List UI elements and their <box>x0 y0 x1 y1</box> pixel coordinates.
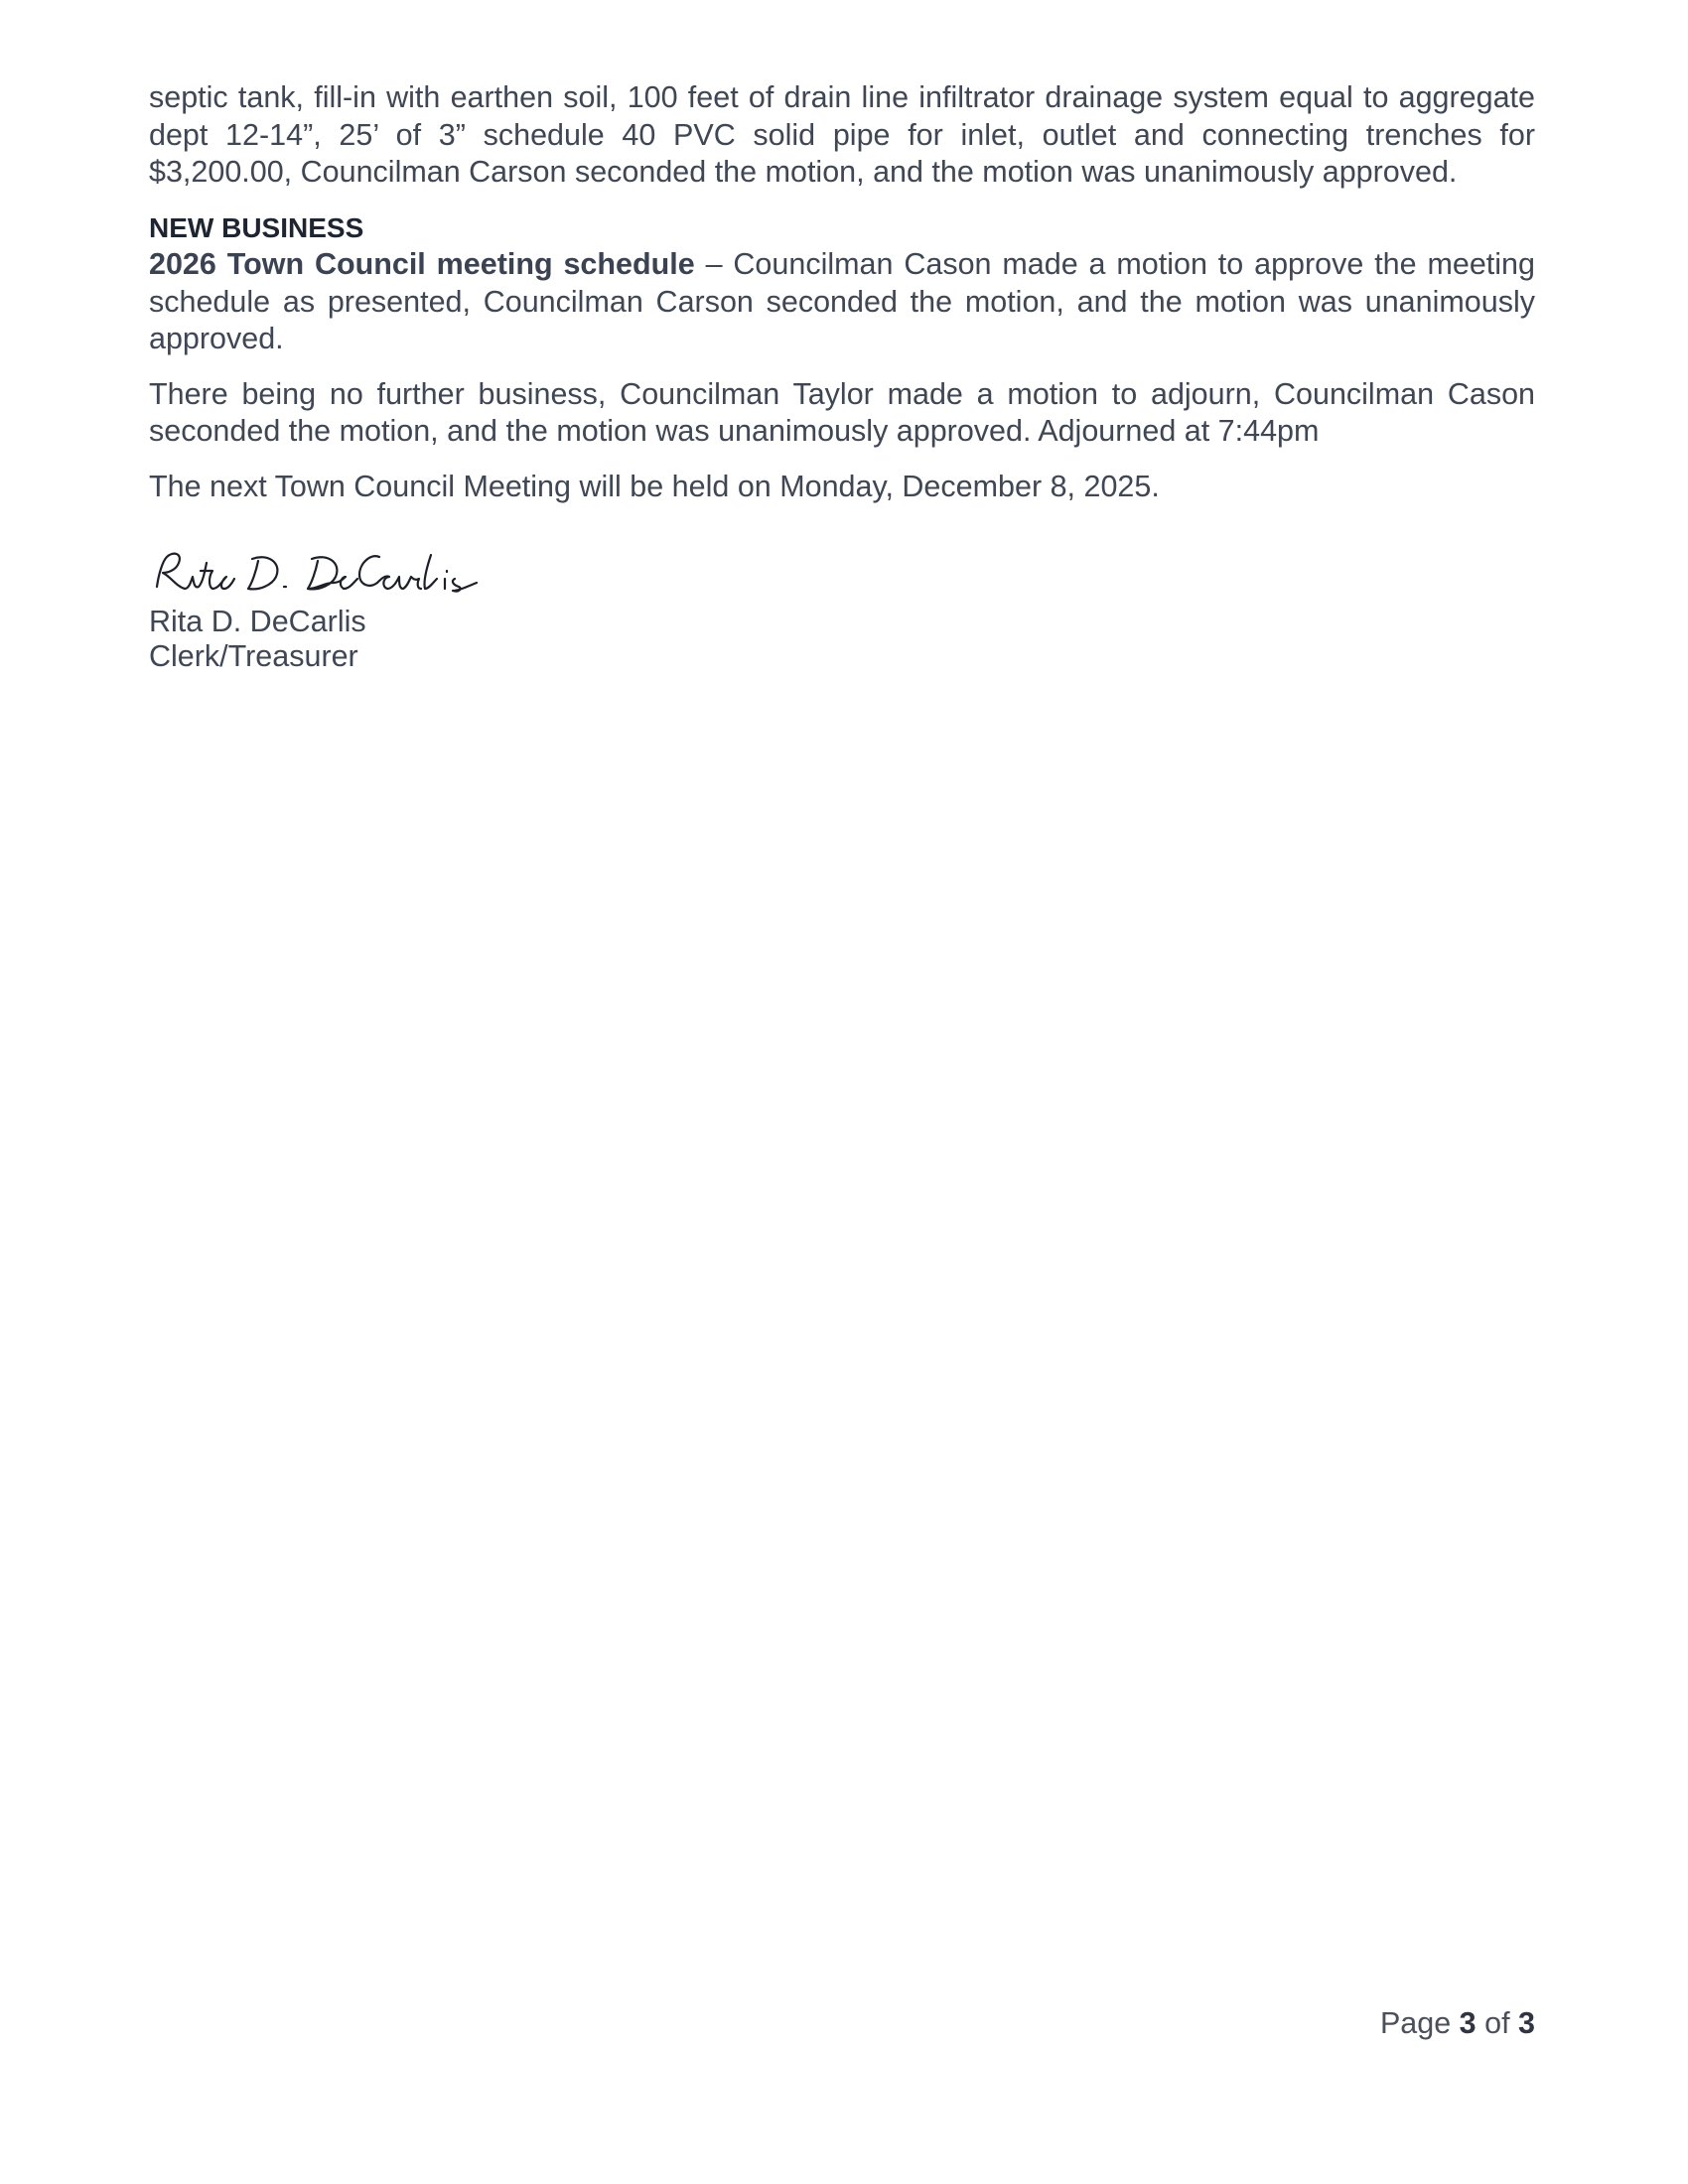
meeting-schedule-text: – Councilman Cason made a motion to approve the meeting schedule as presented, Councilman Carson seconded the motion, and the motion was unanimously approved. <box>149 247 1535 355</box>
new-business-heading: NEW BUSINESS <box>149 211 364 243</box>
signature-svg <box>149 543 526 603</box>
meeting-schedule-title: 2026 Town Council meeting schedule <box>149 247 695 281</box>
of-word: of <box>1476 2006 1519 2040</box>
signer-name: Rita D. DeCarlis <box>149 605 366 638</box>
handwritten-signature <box>149 543 526 603</box>
continuation-paragraph: septic tank, fill-in with earthen soil, 100 feet of drain line infiltrator drainage system equal to aggregate dept 12-14”, 25’ of 3” schedule 40 PVC solid pipe for inlet, outlet and connecting trenches for $3,200.00, Councilman Carson seconded the motion, and the motion was unanimously approved. <box>149 80 1535 189</box>
current-page-number: 3 <box>1459 2006 1477 2040</box>
page-content <box>149 79 1535 674</box>
total-pages-number: 3 <box>1518 2006 1535 2040</box>
signer-title: Clerk/Treasurer <box>149 639 358 673</box>
page-word: Page <box>1379 2006 1460 2040</box>
meeting-schedule-paragraph <box>149 246 1535 358</box>
next-meeting-paragraph: The next Town Council Meeting will be held on Monday, December 8, 2025. <box>149 469 1160 503</box>
page-number-footer <box>1380 2005 1535 2041</box>
adjournment-paragraph: There being no further business, Councilman Taylor made a motion to adjourn, Councilman Cason seconded the motion, and the motion was unanimously approved. Adjourned at 7:44pm <box>149 376 1535 448</box>
